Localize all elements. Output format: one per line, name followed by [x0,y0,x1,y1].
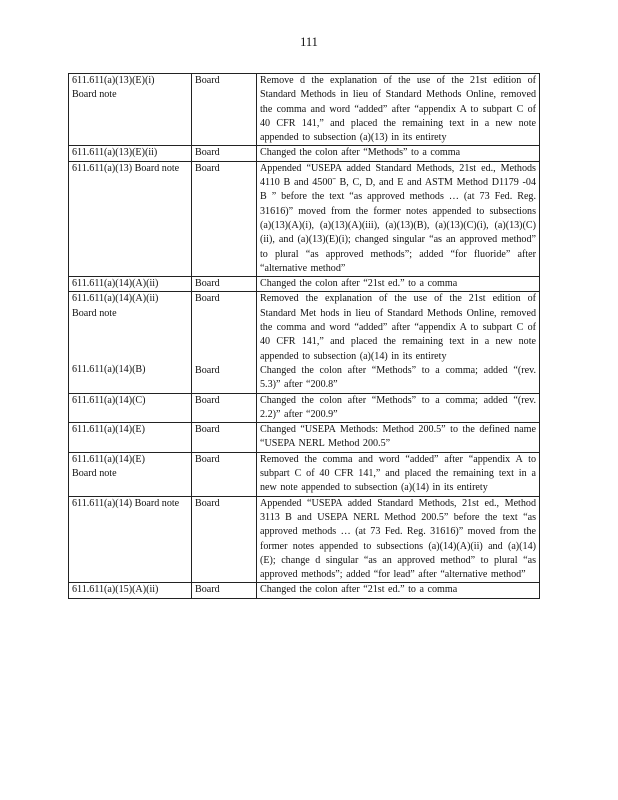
section-id: 611.611(a)(14)(B) [72,364,146,376]
source-label: Board [195,453,220,465]
description-cell [257,161,540,276]
section-cell [69,146,192,161]
source-label: Board [195,364,220,376]
section-cell [69,496,192,583]
section-id: 611.611(a)(14)(A)(ii) [72,278,159,290]
section-block [72,394,188,408]
source-cell [192,393,257,423]
change-description: Changed the colon after “21st ed.” to a comma [260,278,458,290]
section-block [72,423,188,437]
description-cell [257,74,540,146]
description-cell [257,146,540,161]
change-description: Changed the colon after “Methods” to a comma; added “(rev. 2.2)” after “200.9” [260,394,536,420]
source-label: Board [195,278,220,290]
table-row [69,393,540,423]
changes-table-body [69,74,540,599]
source-cell [192,277,257,292]
page-number: 111 [300,35,318,49]
table-row [69,423,540,453]
change-description: Changed the colon after “Methods” to a comma [260,147,461,159]
section-id: 611.611(a)(14)(A)(ii) [72,293,159,305]
section-id: 611.611(a)(14)(E) [72,424,145,436]
section-block [72,292,188,321]
section-block [72,74,188,103]
table-row [69,146,540,161]
section-cell [69,161,192,276]
section-id: 611.611(a)(14) Board note [72,497,180,509]
description-cell [257,452,540,496]
section-cell [69,292,192,393]
source-cell [192,74,257,146]
section-block [72,277,188,291]
section-cell [69,277,192,292]
table-row [69,496,540,583]
table-row [69,292,540,393]
changes-table [68,73,540,599]
table-row [69,74,540,146]
source-cell [192,161,257,276]
source-label: Board [195,584,220,596]
change-description: Removed the explanation of the use of the 21st edition of Standard Met hods in lieu of Standard Methods Online, removed the comma and word “added” after “appendix A to subpart C of 40 CFR 141,” and placed the remaining text in a new note appended to subsection (a)(14) in its entirety [260,293,536,362]
source-label: Board [195,147,220,159]
table-row [69,452,540,496]
section-note: Board note [72,89,117,101]
section-block [72,146,188,160]
table-row [69,161,540,276]
section-cell [69,393,192,423]
change-description: Appended “USEPA added Standard Methods, 21st ed., Method 3113 B and USEPA NERL Method 200.5” before the text “as approved methods … (at 73 Fed. Reg. 31616)” moved from the former notes appended to subsections (a)(14)(A)(ii) and (a)(14)(E); change d singular “as an approved method” to plural “as approved methods”; added “for lead” after “alternative method” [260,497,536,581]
change-description: Changed the colon after “21st ed.” to a comma [260,584,458,596]
source-label: Board [195,394,220,406]
change-description: Changed the colon after “Methods” to a comma; added “(rev. 5.3)” after “200.8” [260,364,536,391]
section-cell [69,423,192,453]
source-label: Board [195,162,220,174]
source-label: Board [195,75,220,86]
source-label: Board [195,497,220,509]
table-row [69,583,540,598]
source-cell [192,146,257,161]
source-label: Board [195,293,220,305]
change-description: Removed the comma and word “added” after “appendix A to subpart C of 40 CFR 141,” and placed the remaining text in a new note appended to subsection (a)(14) in its entirety [260,453,536,494]
section-cell [69,74,192,146]
section-cell [69,452,192,496]
description-cell [257,277,540,292]
change-description: Changed “USEPA Methods: Method 200.5” to the defined name “USEPA NERL Method 200.5” [260,424,536,450]
source-cell [192,583,257,598]
source-cell [192,292,257,393]
section-block [72,583,188,597]
section-note: Board note [72,468,117,480]
section-note: Board note [72,307,117,319]
description-cell [257,583,540,598]
section-block [72,453,188,482]
section-id: 611.611(a)(13) Board note [72,162,180,174]
source-label: Board [195,424,220,436]
description-cell [257,496,540,583]
section-id: 611.611(a)(13)(E)(ii) [72,147,158,159]
section-id: 611.611(a)(14)(E) [72,453,145,465]
description-cell [257,292,540,393]
source-cell [192,423,257,453]
source-cell [192,496,257,583]
section-id: 611.611(a)(13)(E)(i) [72,75,155,86]
table-row [69,277,540,292]
section-id: 611.611(a)(15)(A)(ii) [72,584,159,596]
description-cell [257,423,540,453]
section-block [72,497,188,511]
section-cell [69,583,192,598]
change-description: Remove d the explanation of the use of the 21st edition of Standard Methods in lieu of Standard Methods Online, removed the comma and word “added” after “appendix A to subpart C of 40 CFR 141,” and placed the remaining text in a new note appended to subsection (a)(13) in its entirety [260,75,536,144]
change-description: Appended “USEPA added Standard Methods, 21st ed., Methods 4110 B and 4500ˉ B, C, D, and E and ASTM Method D1179 -04 B ” before the text “as approved methods … (at 73 Fed. Reg. 31616)” moved from the former notes appended to subsections (a)(13)(A)(i), (a)(13)(A)(iii), (a)(13)(B), (a)(13)(C)(i), (a)(13)(C)(ii), and (a)(13)(E)(i); changed singular “as an approved method” to plural “as approved methods”; added “for fluoride” after “alternative method” [260,162,536,274]
section-block [72,162,188,176]
description-cell [257,393,540,423]
section-block [72,363,188,377]
source-cell [192,452,257,496]
section-id: 611.611(a)(14)(C) [72,394,146,406]
